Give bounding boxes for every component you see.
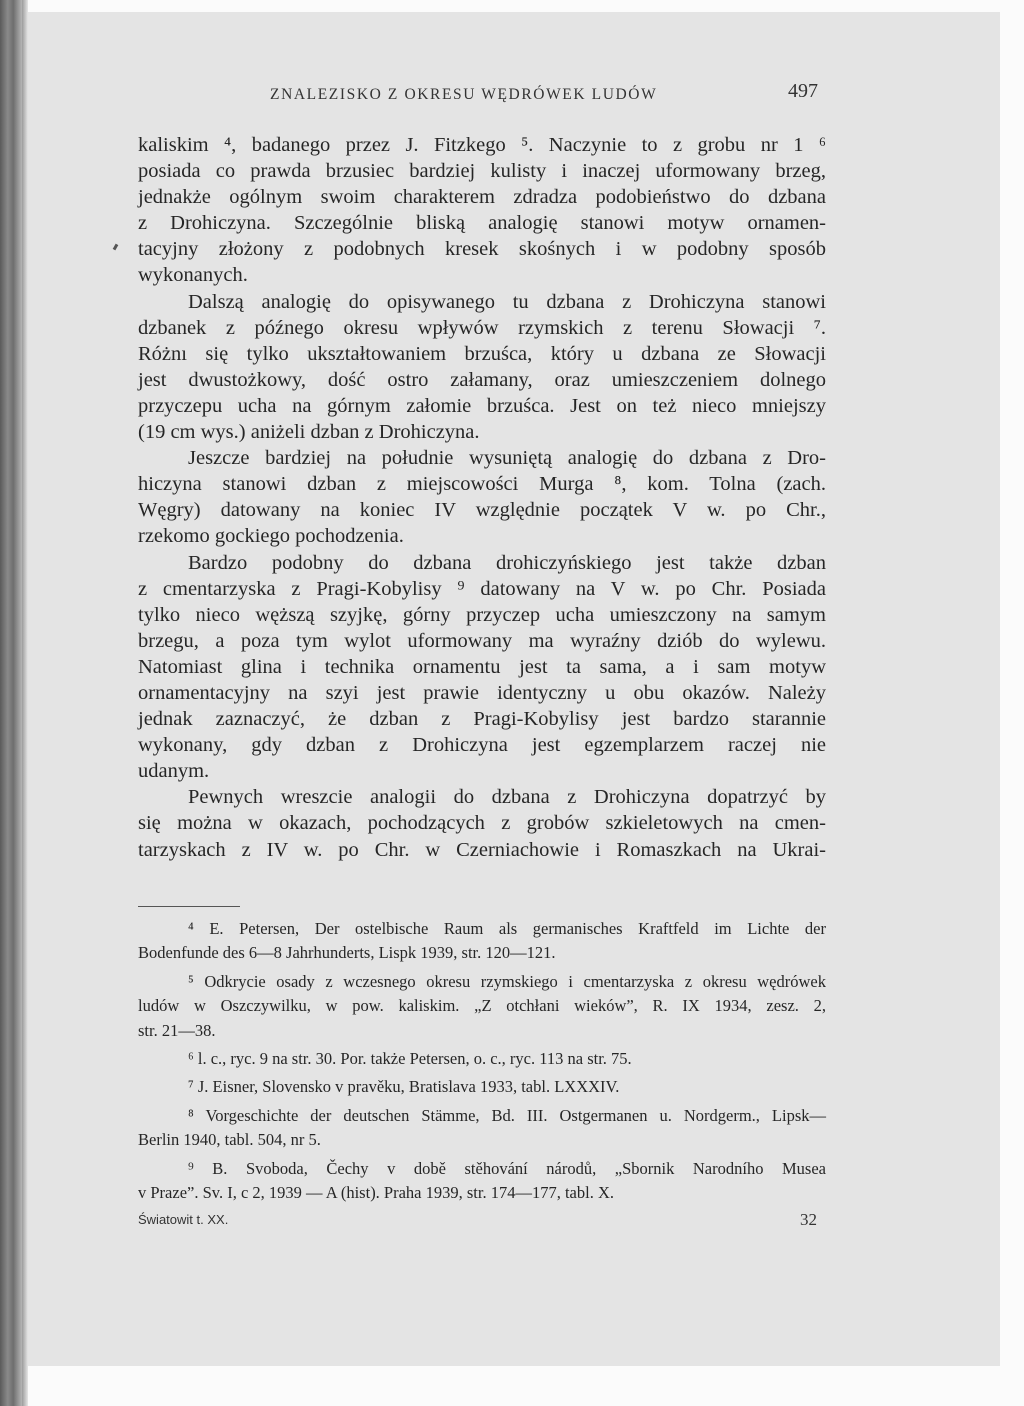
body-line: (19 cm wys.) aniżeli dzban z Drohiczyna. <box>138 421 480 444</box>
footnote-line: ⁷ J. Eisner, Slovensko v pravěku, Bratislava 1933, tabl. LXXXIV. <box>188 1077 620 1097</box>
footnote-line: ⁸ Vorgeschichte der deutschen Stämme, Bd. III. Ostgermanen u. Nordgerm., Lipsk— <box>188 1105 826 1125</box>
page-number: 497 <box>788 80 818 102</box>
footnote <box>138 1075 826 1099</box>
body-text <box>138 132 826 863</box>
body-line: wykonany, gdy dzban z Drohiczyna jest egzemplarzem raczej nie <box>138 734 826 757</box>
body-line: Pewnych wreszcie analogii do dzbana z Drohiczyna dopatrzyć by <box>188 786 826 809</box>
body-line: brzegu, a poza tym wylot uformowany ma wyraźny dziób do wylewu. <box>138 629 826 652</box>
body-line: tarzyskach z IV w. po Chr. w Czerniachowie i Romaszkach na Ukrai- <box>138 838 826 861</box>
running-title: ZNALEZISKO Z OKRESU WĘDRÓWEK LUDÓW <box>270 86 658 103</box>
footnote-line: str. 21—38. <box>138 1020 216 1040</box>
body-line: Dalszą analogię do opisywanego tu dzbana z Drohiczyna stanowi <box>188 290 826 313</box>
footnote-line: ⁶ l. c., ryc. 9 na str. 30. Por. także Petersen, o. c., ryc. 113 na str. 75. <box>188 1048 632 1068</box>
footnote <box>138 1047 826 1071</box>
footnote <box>138 1104 826 1153</box>
footnote <box>138 1157 826 1206</box>
body-line: tacyjny złożony z podobnych kresek skośnych i w podobny sposób <box>138 238 826 261</box>
body-line: Natomiast glina i technika ornamentu jest ta sama, a i sam motyw <box>138 655 826 678</box>
footnote-line: Berlin 1940, tabl. 504, nr 5. <box>138 1130 321 1150</box>
footnote-line: ⁴ E. Petersen, Der ostelbische Raum als germanisches Kraftfeld im Lichte der <box>188 919 826 938</box>
footnote-gap <box>138 1205 826 1209</box>
body-line: jednakże ogólnym swoim charakterem zdradza podobieństwo do dzbana <box>138 186 826 209</box>
body-line: ornamentacyjny na szyi jest prawie identyczny u obu okazów. Należy <box>138 681 826 704</box>
footnotes <box>138 917 826 1209</box>
body-line: dzbanek z późnego okresu wpływów rzymskich z terenu Słowacji ⁷. <box>138 316 826 339</box>
body-line: tylko nieco węższą szyjkę, górny przyczep ucha umieszczony na samym <box>138 603 826 626</box>
body-line: kaliskim ⁴, badanego przez J. Fitzkego ⁵. Naczynie to z grobu nr 1 ⁶ <box>138 134 826 156</box>
footnote-separator <box>138 906 240 907</box>
body-line: posiada co prawda brzusiec bardziej kulisty i inaczej uformowany brzeg, <box>138 160 826 183</box>
sheet-number: 32 <box>800 1210 817 1229</box>
body-line: Węgry) datowany na koniec IV względnie początek V w. po Chr., <box>138 499 826 522</box>
footnote-line: v Praze”. Sv. I, c 2, 1939 — A (hist). Praha 1939, str. 174—177, tabl. X. <box>138 1182 615 1202</box>
footnote-line: ⁵ Odkrycie osady z wczesnego okresu rzymskiego i cmentarzyska z okresu wędrówek <box>188 971 826 991</box>
body-line: rzekomo gockiego pochodzenia. <box>138 525 404 548</box>
body-line: Różnı się tylko ukształtowaniem brzuśca, który u dzbana ze Słowacji <box>138 342 826 365</box>
body-line: jednak zaznaczyć, że dzban z Pragi-Kobylisy jest bardzo starannie <box>138 708 826 731</box>
body-line: wykonanych. <box>138 264 248 287</box>
body-line: Bardzo podobny do dzbana drohiczyńskiego jest także dzban <box>188 551 826 574</box>
body-line: się można w okazach, pochodzących z grobów szkieletowych na cmen- <box>138 812 826 835</box>
body-line: przyczepu ucha na górnym załomie brzuśca. Jest on też nieco mniejszy <box>138 394 826 417</box>
printer-signature: Światowit t. XX. <box>138 1212 229 1227</box>
body-line: udanym. <box>138 760 210 783</box>
footnote <box>138 917 826 966</box>
body-line: z cmentarzyska z Pragi-Kobylisy ⁹ datowany na V w. po Chr. Posiada <box>138 577 826 600</box>
footnote-line: Bodenfunde des 6—8 Jahrhunderts, Lispk 1939, str. 120—121. <box>138 943 556 963</box>
body-line: jest dwustożkowy, dość ostro załamany, oraz umieszczeniem dolnego <box>138 368 826 391</box>
footnote-line: ludów w Oszczywilku, w pow. kaliskim. „Z otchłani wieków”, R. IX 1934, zesz. 2, <box>138 996 826 1016</box>
footnote-line: ⁹ B. Svoboda, Čechy v době stěhování národů, „Sbornik Narodního Musea <box>188 1158 826 1178</box>
body-line: Jeszcze bardziej na południe wysuniętą analogię do dzbana z Dro- <box>188 447 826 470</box>
body-line: hiczyna stanowi dzban z miejscowości Murga ⁸, kom. Tolna (zach. <box>138 473 826 496</box>
book-spine-shadow <box>0 0 22 1406</box>
footnote <box>138 970 826 1043</box>
body-line: z Drohiczyna. Szczególnie bliską analogię stanowi motyw ornamen- <box>138 212 826 235</box>
